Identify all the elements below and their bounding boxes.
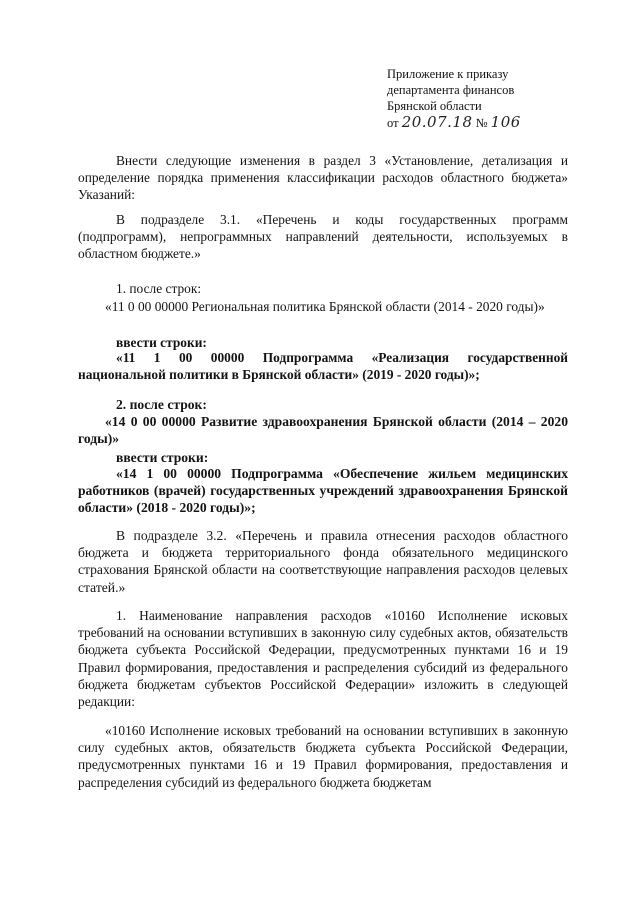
item1-new-line: «11 1 00 00000 Подпрограмма «Реализация государственной национальной политики в Брянской области» (2019 - 2020 годы)»; — [78, 350, 568, 383]
number-prefix: № — [475, 116, 488, 130]
subsection-3-2-paragraph: В подразделе 3.2. «Перечень и правила отнесения расходов областного бюджета и бюджета территориального фонда обязательного медицинского страхования Брянской области на соответствующие направления расходов целевых статей.» — [78, 528, 568, 595]
header-line-1: Приложение к приказу — [387, 67, 509, 81]
item1-old-line: «11 0 00 00000 Региональная политика Брянской области (2014 - 2020 годы)» — [105, 299, 545, 314]
item2-old-line: «14 0 00 00000 Развитие здравоохранения Брянской области (2014 – 2020 годы)» — [78, 414, 568, 447]
header-line-3: Брянской области — [387, 99, 482, 113]
item3-paragraph: 1. Наименование направления расходов «10160 Исполнение исковых требований на основании вступивших в законную силу судебных актов, обязательств бюджета субъекта Российской Федерации, предусмотренных пунктами 16 и 19 Правил формирования, предоставления и распределения субсидий из федерального бюджета бюджетам субъектов Российской Федерации» изложить в следующей редакции: — [78, 608, 568, 710]
header-line-2: департамента финансов — [387, 83, 515, 97]
item4-paragraph: «10160 Исполнение исковых требований на основании вступивших в законную силу судебных актов, обязательств бюджета субъекта Российской Федерации, предусмотренных пунктами 16 и 19 Правил формирования, предоставления и распределения субсидий из федерального бюджета бюджетам — [78, 723, 568, 790]
handwritten-date: 20.07.18 — [401, 113, 473, 131]
item2-new-line: «14 1 00 00000 Подпрограмма «Обеспечение жильем медицинских работников (врачей) государственных учреждений здравоохранения Брянской области» (2018 - 2020 годы)»; — [78, 466, 568, 516]
subsection-3-1-paragraph: В подразделе 3.1. «Перечень и коды государственных программ (подпрограмм), непрограммных направлений деятельности, используемых в областном бюджете.» — [78, 212, 568, 262]
order-attachment-header — [387, 66, 557, 131]
item2-label: 2. после строк: — [116, 397, 207, 412]
header-date-line — [387, 114, 557, 131]
item1-insert-label: ввести строки: — [116, 335, 207, 350]
intro-paragraph: Внести следующие изменения в раздел 3 «Установление, детализация и определение порядка применения классификации расходов областного бюджета» Указаний: — [78, 153, 568, 203]
date-prefix: от — [387, 116, 399, 130]
handwritten-number: 106 — [490, 113, 521, 131]
item1-label: 1. после строк: — [116, 281, 202, 296]
item2-insert-label: ввести строки: — [116, 450, 209, 465]
